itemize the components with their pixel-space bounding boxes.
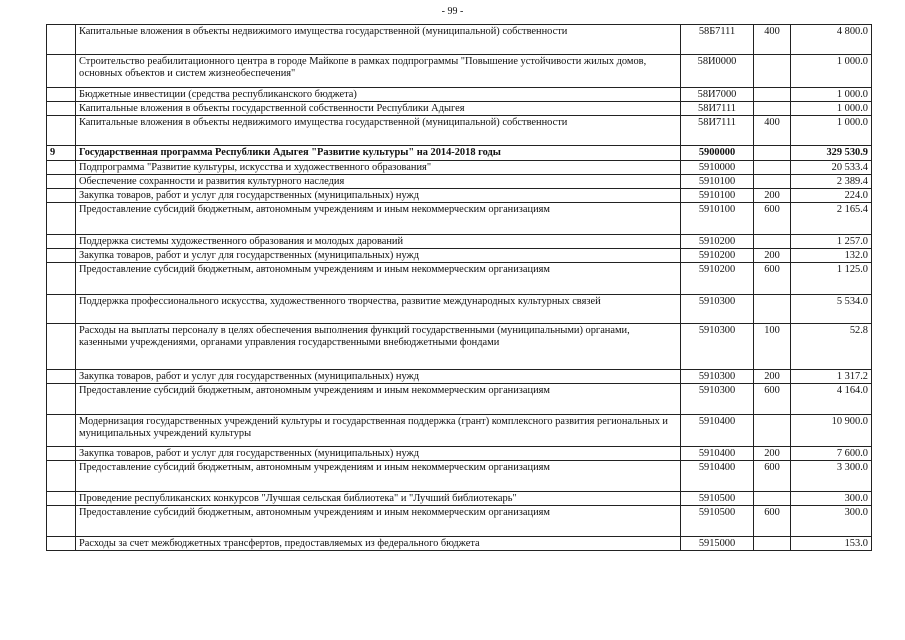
- expense-type-code: 200: [754, 189, 791, 203]
- expense-name: Строительство реабилитационного центра в городе Майкопе в рамках подпрограммы "Повышение устойчивости жилых домов, основных объектов и систем жизнеобеспечения": [76, 55, 681, 88]
- expense-type-code: 200: [754, 447, 791, 461]
- target-code: 58И7111: [681, 116, 754, 146]
- amount: 1 000.0: [791, 88, 872, 102]
- target-code: 5910100: [681, 189, 754, 203]
- target-code: 5910300: [681, 324, 754, 370]
- row-number: [47, 492, 76, 506]
- amount: 300.0: [791, 506, 872, 537]
- budget-table: [46, 24, 872, 551]
- expense-name: Капитальные вложения в объекты недвижимого имущества государственной (муниципальной) собственности: [76, 25, 681, 55]
- target-code: 5910300: [681, 370, 754, 384]
- table-row: [47, 102, 872, 116]
- row-number: [47, 447, 76, 461]
- expense-name: Капитальные вложения в объекты государственной собственности Республики Адыгея: [76, 102, 681, 116]
- expense-type-code: 600: [754, 461, 791, 492]
- amount: 10 900.0: [791, 415, 872, 447]
- row-number: [47, 506, 76, 537]
- expense-type-code: 100: [754, 324, 791, 370]
- row-number: [47, 102, 76, 116]
- table-row: [47, 370, 872, 384]
- expense-name: Закупка товаров, работ и услуг для государственных (муниципальных) нужд: [76, 447, 681, 461]
- expense-name: Предоставление субсидий бюджетным, автономным учреждениям и иным некоммерческим организациям: [76, 506, 681, 537]
- expense-type-code: 200: [754, 249, 791, 263]
- row-number: 9: [47, 146, 76, 161]
- expense-name: Поддержка профессионального искусства, художественного творчества, развитие международных культурных связей: [76, 295, 681, 324]
- amount: 1 317.2: [791, 370, 872, 384]
- expense-name: Предоставление субсидий бюджетным, автономным учреждениям и иным некоммерческим организациям: [76, 263, 681, 295]
- table-row: [47, 203, 872, 235]
- row-number: [47, 461, 76, 492]
- budget-table-body: [47, 25, 872, 551]
- target-code: 5910500: [681, 506, 754, 537]
- expense-type-code: 600: [754, 506, 791, 537]
- expense-name: Закупка товаров, работ и услуг для государственных (муниципальных) нужд: [76, 370, 681, 384]
- expense-type-code: [754, 146, 791, 161]
- target-code: 5910200: [681, 235, 754, 249]
- row-number: [47, 295, 76, 324]
- amount: 1 000.0: [791, 116, 872, 146]
- amount: 224.0: [791, 189, 872, 203]
- target-code: 5910400: [681, 447, 754, 461]
- expense-type-code: 600: [754, 384, 791, 415]
- amount: 132.0: [791, 249, 872, 263]
- table-row: [47, 55, 872, 88]
- row-number: [47, 370, 76, 384]
- expense-name: Предоставление субсидий бюджетным, автономным учреждениям и иным некоммерческим организациям: [76, 203, 681, 235]
- table-row: [47, 249, 872, 263]
- amount: 3 300.0: [791, 461, 872, 492]
- amount: 329 530.9: [791, 146, 872, 161]
- table-row: [47, 324, 872, 370]
- amount: 1 257.0: [791, 235, 872, 249]
- expense-type-code: [754, 102, 791, 116]
- table-row: [47, 447, 872, 461]
- expense-name: Закупка товаров, работ и услуг для государственных (муниципальных) нужд: [76, 249, 681, 263]
- target-code: 58И0000: [681, 55, 754, 88]
- table-row: [47, 461, 872, 492]
- expense-name: Расходы на выплаты персоналу в целях обеспечения выполнения функций государственными (муниципальными) органами, казенными учреждениями, органами управления государственными внебюджетными фондами: [76, 324, 681, 370]
- expense-type-code: [754, 415, 791, 447]
- amount: 1 125.0: [791, 263, 872, 295]
- expense-type-code: 600: [754, 203, 791, 235]
- target-code: 5915000: [681, 537, 754, 551]
- table-row: [47, 384, 872, 415]
- expense-type-code: 200: [754, 370, 791, 384]
- row-number: [47, 249, 76, 263]
- target-code: 5910000: [681, 161, 754, 175]
- row-number: [47, 189, 76, 203]
- amount: 20 533.4: [791, 161, 872, 175]
- expense-type-code: 400: [754, 116, 791, 146]
- expense-type-code: [754, 55, 791, 88]
- target-code: 5910400: [681, 461, 754, 492]
- expense-name: Поддержка системы художественного образования и молодых дарований: [76, 235, 681, 249]
- row-number: [47, 55, 76, 88]
- expense-type-code: [754, 492, 791, 506]
- expense-type-code: [754, 88, 791, 102]
- expense-type-code: [754, 175, 791, 189]
- table-row: [47, 146, 872, 161]
- table-row: [47, 175, 872, 189]
- expense-name: Обеспечение сохранности и развития культурного наследия: [76, 175, 681, 189]
- target-code: 5910500: [681, 492, 754, 506]
- table-row: [47, 116, 872, 146]
- row-number: [47, 25, 76, 55]
- amount: 52.8: [791, 324, 872, 370]
- table-row: [47, 295, 872, 324]
- row-number: [47, 175, 76, 189]
- target-code: 58И7000: [681, 88, 754, 102]
- page-number: - 99 -: [441, 6, 464, 17]
- table-row: [47, 263, 872, 295]
- amount: 4 800.0: [791, 25, 872, 55]
- amount: 7 600.0: [791, 447, 872, 461]
- row-number: [47, 116, 76, 146]
- target-code: 5900000: [681, 146, 754, 161]
- target-code: 5910400: [681, 415, 754, 447]
- row-number: [47, 537, 76, 551]
- table-row: [47, 537, 872, 551]
- expense-name: Расходы за счет межбюджетных трансфертов, предоставляемых из федерального бюджета: [76, 537, 681, 551]
- target-code: 5910100: [681, 175, 754, 189]
- expense-type-code: 600: [754, 263, 791, 295]
- amount: 153.0: [791, 537, 872, 551]
- expense-name: Государственная программа Республики Адыгея "Развитие культуры" на 2014-2018 годы: [76, 146, 681, 161]
- expense-name: Модернизация государственных учреждений культуры и государственная поддержка (грант) комплексного развития региональных и муниципальных учреждений культуры: [76, 415, 681, 447]
- target-code: 5910300: [681, 295, 754, 324]
- table-row: [47, 189, 872, 203]
- expense-type-code: [754, 295, 791, 324]
- table-row: [47, 161, 872, 175]
- table-row: [47, 506, 872, 537]
- row-number: [47, 263, 76, 295]
- table-row: [47, 235, 872, 249]
- expense-name: Бюджетные инвестиции (средства республиканского бюджета): [76, 88, 681, 102]
- expense-name: Предоставление субсидий бюджетным, автономным учреждениям и иным некоммерческим организациям: [76, 384, 681, 415]
- expense-name: Проведение республиканских конкурсов "Лучшая сельская библиотека" и "Лучший библиотекарь": [76, 492, 681, 506]
- row-number: [47, 161, 76, 175]
- target-code: 5910100: [681, 203, 754, 235]
- target-code: 58И7111: [681, 102, 754, 116]
- amount: 4 164.0: [791, 384, 872, 415]
- amount: 2 389.4: [791, 175, 872, 189]
- row-number: [47, 415, 76, 447]
- expense-type-code: 400: [754, 25, 791, 55]
- table-row: [47, 25, 872, 55]
- amount: 5 534.0: [791, 295, 872, 324]
- amount: 2 165.4: [791, 203, 872, 235]
- expense-name: Подпрограмма "Развитие культуры, искусства и художественного образования": [76, 161, 681, 175]
- expense-type-code: [754, 537, 791, 551]
- target-code: 58Б7111: [681, 25, 754, 55]
- expense-name: Капитальные вложения в объекты недвижимого имущества государственной (муниципальной) собственности: [76, 116, 681, 146]
- expense-type-code: [754, 161, 791, 175]
- row-number: [47, 324, 76, 370]
- row-number: [47, 203, 76, 235]
- expense-type-code: [754, 235, 791, 249]
- table-row: [47, 492, 872, 506]
- row-number: [47, 88, 76, 102]
- amount: 300.0: [791, 492, 872, 506]
- target-code: 5910300: [681, 384, 754, 415]
- target-code: 5910200: [681, 263, 754, 295]
- row-number: [47, 384, 76, 415]
- table-row: [47, 415, 872, 447]
- amount: 1 000.0: [791, 102, 872, 116]
- target-code: 5910200: [681, 249, 754, 263]
- row-number: [47, 235, 76, 249]
- expense-name: Закупка товаров, работ и услуг для государственных (муниципальных) нужд: [76, 189, 681, 203]
- expense-name: Предоставление субсидий бюджетным, автономным учреждениям и иным некоммерческим организациям: [76, 461, 681, 492]
- amount: 1 000.0: [791, 55, 872, 88]
- table-row: [47, 88, 872, 102]
